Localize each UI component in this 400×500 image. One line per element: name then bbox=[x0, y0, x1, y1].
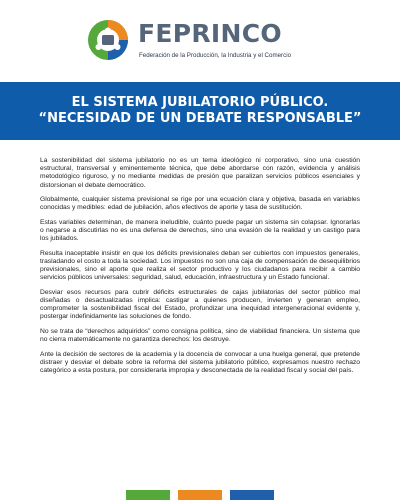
footer-bar-blue bbox=[230, 490, 274, 500]
paragraph: Ante la decisión de sectores de la academia y la docencia de convocar a una huelga general, que pretende distraer y desviar el debate sobre la reforma del sistema jubilatorio público, expresamos nuestro rechazo categórico a esta postura, por considerarla impropia y desconectada de la realidad fiscal y social del país. bbox=[40, 350, 360, 375]
paragraph: Globalmente, cualquier sistema previsional se rige por una ecuación clara y objetiva, basada en variables conocidas y medibles: edad de jubilación, años efectivos de aporte y tasa de sustitución. bbox=[40, 196, 360, 212]
paragraph: Estas variables determinan, de manera ineludible, cuánto puede pagar un sistema sin colapsar. Ignorarlas o negarse a discutirlas no es una defensa de derechos, sino una evasión de la realidad y un castigo para los jubilados. bbox=[40, 218, 360, 243]
brand-name: FEPRINCO bbox=[138, 19, 282, 48]
paragraph: No se trata de “derechos adquiridos” como consigna política, sino de viabilidad financiera. Un sistema que no cierra matemáticamente no garantiza derechos: los destruye. bbox=[40, 327, 360, 344]
footer-bar-orange bbox=[178, 490, 222, 500]
brand-tagline: Federación de la Producción, la Industria y el Comercio bbox=[139, 52, 292, 59]
paragraph: Resulta inaceptable insistir en que los déficits previsionales deban ser cubiertos con impuestos generales, trasladando el costo a toda la sociedad. Los impuestos no son una caja de compensación de desequilibrios previsionales, sino el aporte que realiza el sector productivo y los ciudadanos para recibir a cambio servicios públicos universales: seguridad, salud, educación, infraestructura y un Estado funcional. bbox=[40, 249, 360, 282]
footer-bar-green bbox=[126, 490, 170, 500]
title-line-1: EL SISTEMA JUBILATORIO PÚBLICO. bbox=[71, 95, 329, 110]
paragraph: Desviar esos recursos para cubrir déficits estructurales de cajas jubilatorias del sector público mal diseñadas o desactualizadas implica: castigar a quienes producen, invierten y generan empleo, comprometer la sostenibilidad fiscal del Estado, profundizar una inequidad intergeneracional evidente y, postergar indefinidamente las soluciones de fondo. bbox=[40, 288, 360, 321]
footer-color-bars bbox=[0, 490, 400, 500]
feprinco-logo-icon bbox=[86, 18, 130, 62]
statement-body bbox=[40, 157, 360, 382]
header bbox=[0, 0, 400, 78]
title-banner bbox=[0, 82, 400, 140]
title-line-2: “NECESIDAD DE UN DEBATE RESPONSABLE” bbox=[38, 111, 362, 126]
paragraph: La sostenibilidad del sistema jubilatorio no es un tema ideológico ni corporativo, sino una cuestión estructural, transversal y eminentemente técnica, que debe abordarse con razón, evidencia y análisis metodológico riguroso, y no mediante medidas de presión que paralizan servicios públicos esenciales y distorsionan el debate democrático. bbox=[40, 157, 360, 189]
